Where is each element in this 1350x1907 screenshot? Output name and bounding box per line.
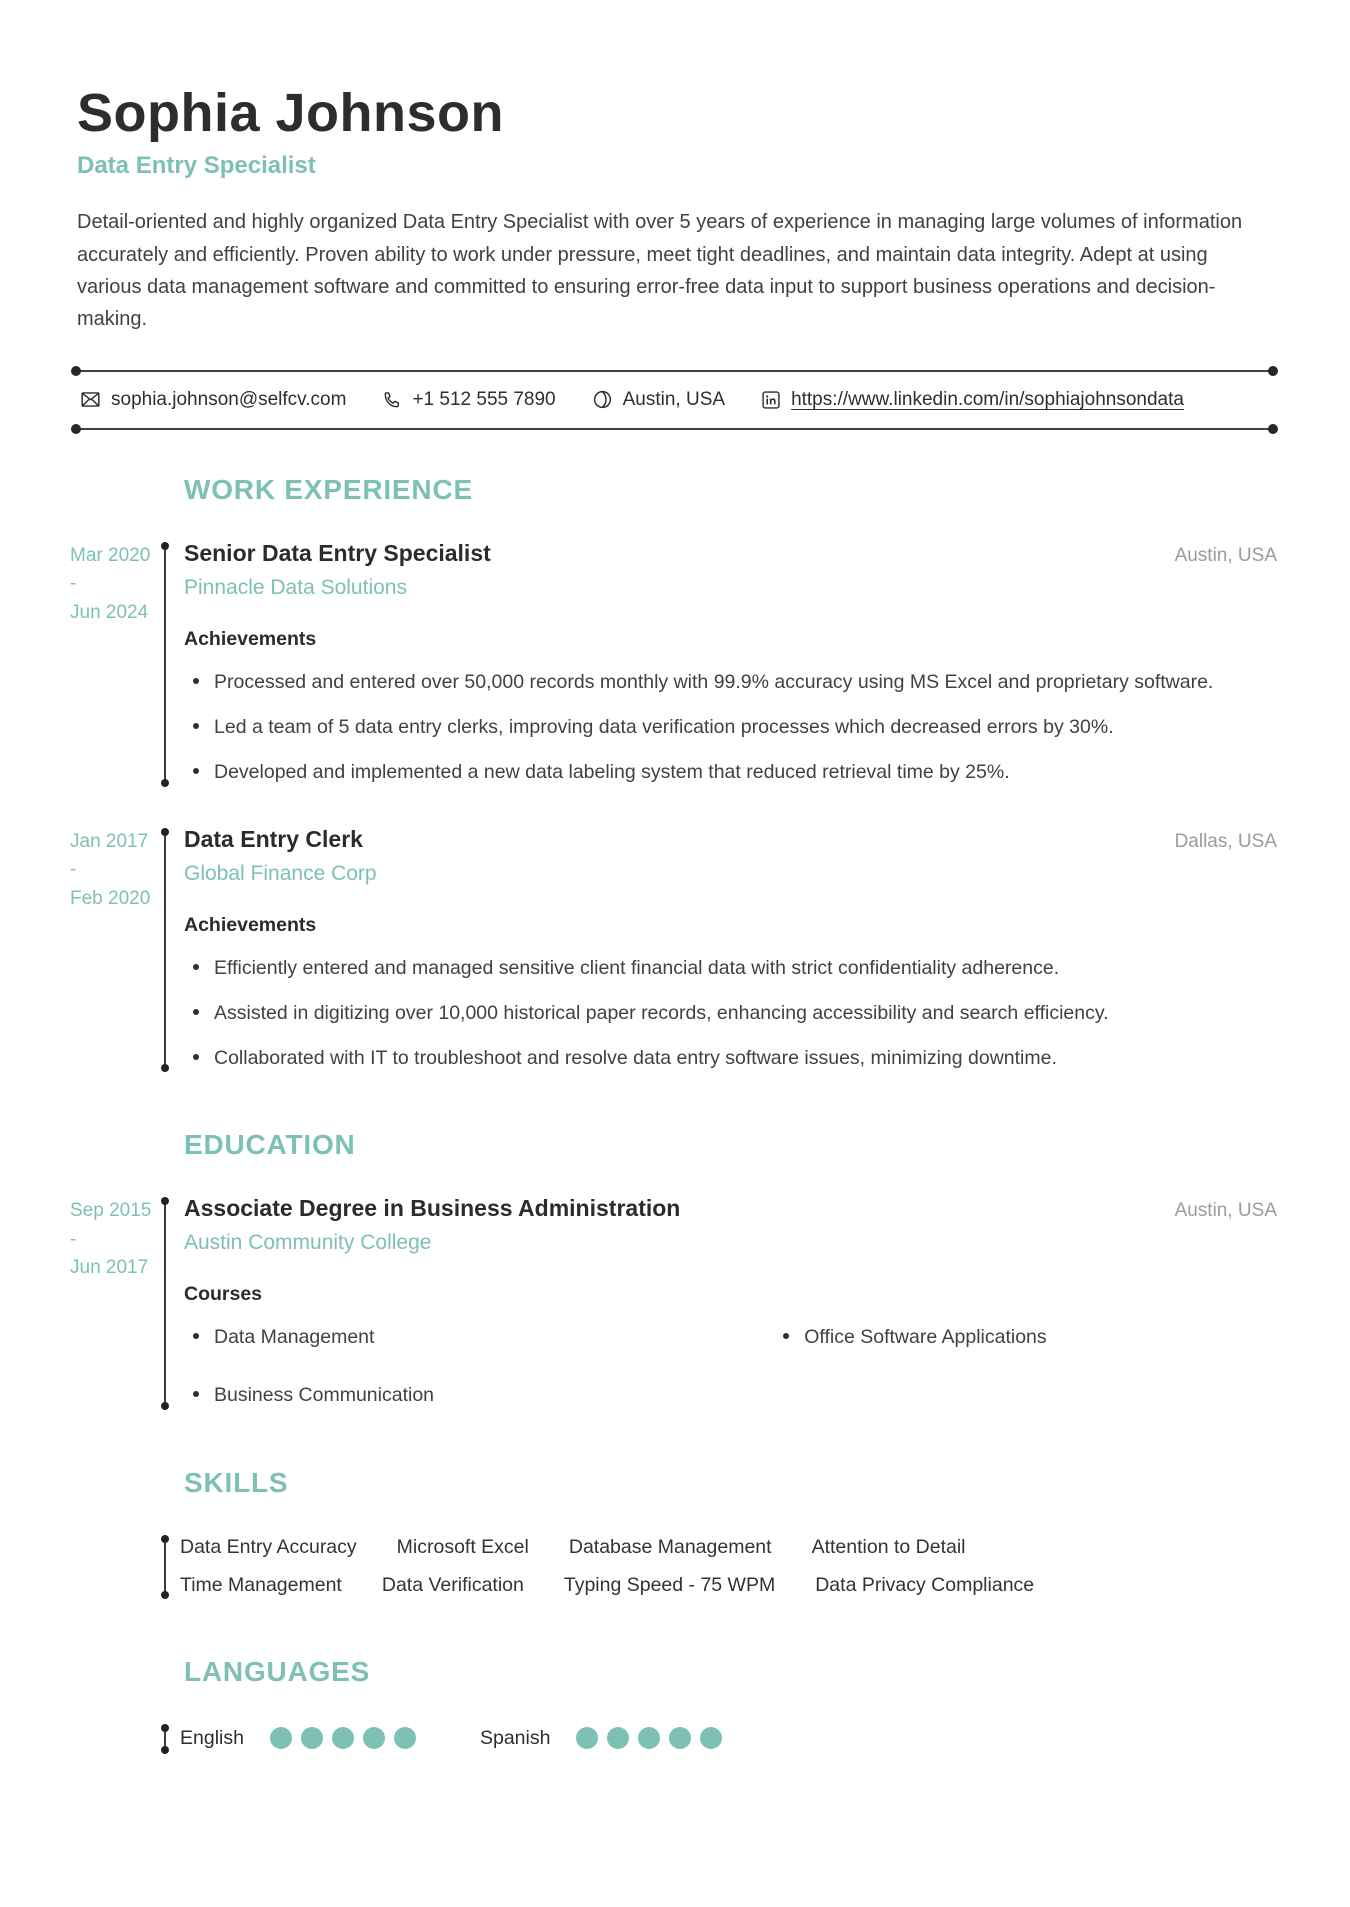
achievements-list <box>184 667 1277 788</box>
work-entry-content <box>184 826 1277 1074</box>
contact-email <box>80 389 346 411</box>
person-name: Sophia Johnson <box>77 83 505 143</box>
linkedin-icon <box>761 390 781 410</box>
skill-item: Attention to Detail <box>811 1535 966 1558</box>
skills-row <box>180 1536 1034 1559</box>
skill-item: Data Verification <box>381 1573 524 1596</box>
resume-header <box>0 0 1350 336</box>
degree-title: Associate Degree in Business Administration <box>184 1195 681 1222</box>
work-entry <box>70 540 1277 788</box>
languages-accent-line <box>164 1728 166 1750</box>
person-job-title: Data Entry Specialist <box>77 152 316 180</box>
job-location: Austin, USA <box>1174 544 1277 566</box>
language-level-dots <box>576 1727 722 1749</box>
section-education <box>70 1129 1277 1410</box>
language-name: Spanish <box>479 1726 551 1749</box>
level-dot <box>363 1727 385 1749</box>
work-entry-dates <box>70 826 164 1074</box>
courses-label: Courses <box>184 1283 263 1306</box>
course-item: Office Software Applications <box>774 1322 1277 1352</box>
level-dot <box>607 1727 629 1749</box>
skill-item: Data Privacy Compliance <box>815 1573 1035 1596</box>
contact-phone <box>382 389 555 411</box>
achievement-item: Processed and entered over 50,000 records monthly with 99.9% accuracy using MS Excel and proprietary software. <box>184 667 1277 697</box>
contact-phone-text: +1 512 555 7890 <box>412 388 556 410</box>
divider-bottom <box>72 428 1277 430</box>
section-work-experience <box>70 474 1277 1073</box>
skills-accent-line <box>164 1539 166 1595</box>
achievements-label: Achievements <box>184 913 317 936</box>
language-level-dots <box>270 1727 416 1749</box>
contact-location-text: Austin, USA <box>622 388 726 410</box>
contact-linkedin <box>761 389 1184 411</box>
date-start: Sep 2015 <box>70 1200 152 1222</box>
company-name: Pinnacle Data Solutions <box>184 575 407 599</box>
level-dot <box>700 1727 722 1749</box>
date-end: Jun 2017 <box>70 1257 149 1279</box>
school-name: Austin Community College <box>184 1231 432 1255</box>
contact-linkedin-link[interactable]: https://www.linkedin.com/in/sophiajohnsondata <box>791 388 1184 410</box>
achievement-item: Efficiently entered and managed sensitive client financial data with strict confidentiality adherence. <box>184 953 1277 983</box>
skills-heading: SKILLS <box>184 1466 289 1498</box>
date-end: Feb 2020 <box>70 887 151 909</box>
phone-icon <box>382 390 402 410</box>
languages-list <box>180 1722 722 1755</box>
date-start: Jan 2017 <box>70 830 149 852</box>
course-item: Business Communication <box>184 1380 774 1410</box>
company-name: Global Finance Corp <box>184 861 377 885</box>
level-dot <box>576 1727 598 1749</box>
skills-list <box>180 1533 1034 1600</box>
languages-block <box>164 1722 1277 1755</box>
date-end: Jun 2024 <box>70 601 149 623</box>
education-entry <box>70 1195 1277 1410</box>
resume-body <box>0 430 1350 1815</box>
date-separator: - <box>70 573 77 595</box>
work-entry-content <box>184 540 1277 788</box>
job-location: Dallas, USA <box>1174 830 1277 852</box>
level-dot <box>638 1727 660 1749</box>
achievement-item: Developed and implemented a new data labeling system that reduced retrieval time by 25%. <box>184 757 1277 787</box>
level-dot <box>270 1727 292 1749</box>
section-skills <box>70 1467 1277 1600</box>
envelope-icon <box>80 389 101 410</box>
level-dot <box>301 1727 323 1749</box>
date-start: Mar 2020 <box>70 544 151 566</box>
education-entry-dates <box>70 1195 164 1410</box>
level-dot <box>669 1727 691 1749</box>
section-languages <box>70 1656 1277 1755</box>
language-item <box>480 1727 722 1750</box>
skill-item: Database Management <box>568 1535 772 1558</box>
timeline-line <box>164 546 166 783</box>
achievements-label: Achievements <box>184 627 317 650</box>
work-entry-head <box>184 540 1277 567</box>
date-separator: - <box>70 1228 77 1250</box>
skills-row <box>180 1574 1034 1597</box>
contact-email-text: sophia.johnson@selfcv.com <box>111 388 347 410</box>
contact-bar <box>72 370 1277 430</box>
level-dot <box>332 1727 354 1749</box>
courses-list <box>184 1322 1277 1410</box>
education-entry-content <box>184 1195 1277 1410</box>
school-location: Austin, USA <box>1174 1200 1277 1222</box>
achievement-item: Led a team of 5 data entry clerks, improving data verification processes which decreased errors by 30%. <box>184 712 1277 742</box>
work-experience-heading: WORK EXPERIENCE <box>184 473 473 505</box>
language-item <box>180 1727 416 1750</box>
date-separator: - <box>70 859 77 881</box>
education-entry-head <box>184 1195 1277 1222</box>
timeline-line <box>164 832 166 1069</box>
job-title: Data Entry Clerk <box>184 825 363 852</box>
skill-item: Typing Speed - 75 WPM <box>563 1573 776 1596</box>
divider-top <box>72 370 1277 372</box>
language-name: English <box>180 1726 244 1749</box>
work-entry-head <box>184 826 1277 853</box>
skill-item: Time Management <box>180 1573 342 1596</box>
education-heading: EDUCATION <box>184 1129 356 1161</box>
timeline-line <box>164 1201 166 1405</box>
work-entry <box>70 826 1277 1074</box>
skill-item: Data Entry Accuracy <box>180 1535 357 1558</box>
achievement-item: Assisted in digitizing over 10,000 historical paper records, enhancing accessibility and search efficiency. <box>184 998 1277 1028</box>
achievements-list <box>184 953 1277 1074</box>
skill-item: Microsoft Excel <box>396 1535 529 1558</box>
profile-summary: Detail-oriented and highly organized Data Entry Specialist with over 5 years of experience in managing large volumes of information accurately and efficiently. Proven ability to work under pressure, meet tight deadlines, and maintain data integrity. Adept at using various data management software and committed to ensuring error-free data input to support business operations and decision-making. <box>77 211 1243 331</box>
skills-block <box>164 1533 1277 1600</box>
achievement-item: Collaborated with IT to troubleshoot and resolve data entry software issues, minimizing downtime. <box>184 1043 1277 1073</box>
languages-heading: LANGUAGES <box>184 1655 371 1687</box>
contact-row <box>72 372 1277 428</box>
contact-location <box>592 389 725 411</box>
job-title: Senior Data Entry Specialist <box>184 539 491 566</box>
course-item: Data Management <box>184 1322 774 1352</box>
globe-icon <box>592 389 613 410</box>
level-dot <box>394 1727 416 1749</box>
work-entry-dates <box>70 540 164 788</box>
